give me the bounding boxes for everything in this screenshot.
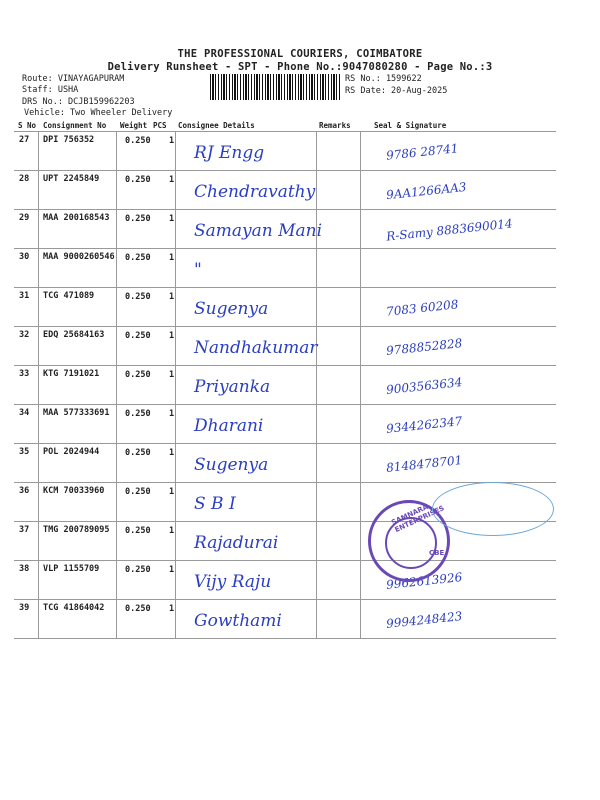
row-rule	[14, 404, 556, 405]
row-pcs: 1	[169, 565, 175, 575]
row-sno: 31	[19, 291, 30, 301]
row-signature-handwriting: 9788852828	[385, 336, 463, 358]
col-remarks: Remarks	[319, 121, 351, 130]
row-weight: 0.250	[125, 487, 151, 497]
row-sno: 38	[19, 564, 30, 574]
row-sno: 27	[19, 135, 30, 145]
row-rule	[14, 638, 556, 639]
row-consignment-no: KCM 70033960	[43, 486, 105, 496]
row-consignee-handwriting: Nandhakumar	[194, 338, 318, 358]
row-consignment-no: TCG 41864042	[43, 603, 105, 613]
row-pcs: 1	[169, 253, 175, 263]
row-sno: 39	[19, 603, 30, 613]
column-divider	[175, 131, 176, 638]
row-weight: 0.250	[125, 565, 151, 575]
row-pcs: 1	[169, 175, 175, 185]
row-weight: 0.250	[125, 292, 151, 302]
row-rule	[14, 326, 556, 327]
row-pcs: 1	[169, 448, 175, 458]
row-consignment-no: KTG 7191021	[43, 369, 100, 379]
document-title: THE PROFESSIONAL COURIERS, COIMBATORE	[177, 48, 423, 60]
staff-text: Staff: USHA	[22, 85, 79, 95]
row-signature-handwriting: 9994248423	[385, 609, 463, 631]
row-pcs: 1	[169, 604, 175, 614]
row-sno: 37	[19, 525, 30, 535]
row-consignee-handwriting: Chendravathy	[194, 182, 316, 202]
stamp-bottom-text: CBE	[429, 549, 445, 557]
col-consignee: Consignee Details	[178, 121, 255, 130]
row-weight: 0.250	[125, 175, 151, 185]
barcode	[210, 74, 340, 100]
row-signature-handwriting: 9003563634	[385, 375, 463, 397]
row-weight: 0.250	[125, 136, 151, 146]
row-signature-handwriting: R-Samy 8883690014	[385, 216, 514, 244]
rs-date-text: RS Date: 20-Aug-2025	[345, 86, 448, 96]
row-consignee-handwriting: Sugenya	[194, 299, 269, 319]
row-weight: 0.250	[125, 331, 151, 341]
row-sno: 32	[19, 330, 30, 340]
row-rule	[14, 599, 556, 600]
row-rule	[14, 170, 556, 171]
column-divider	[360, 131, 361, 638]
row-consignment-no: TMG 200789095	[43, 525, 110, 535]
row-rule	[14, 560, 556, 561]
row-pcs: 1	[169, 370, 175, 380]
row-rule	[14, 365, 556, 366]
row-consignee-handwriting: Priyanka	[194, 377, 271, 397]
row-weight: 0.250	[125, 604, 151, 614]
row-sno: 36	[19, 486, 30, 496]
row-rule	[14, 248, 556, 249]
stamp-top-text: SAMNARA ENTERPRISES	[390, 502, 446, 535]
row-consignment-no: UPT 2245849	[43, 174, 100, 184]
col-seal: Seal & Signature	[374, 121, 447, 130]
row-signature-handwriting: 9786 28741	[385, 141, 460, 163]
row-signature-handwriting: 8148478701	[385, 453, 463, 475]
rs-no-text: RS No.: 1599622	[345, 74, 422, 84]
row-signature-handwriting: 7083 60208	[385, 297, 460, 319]
row-consignment-no: EDQ 25684163	[43, 330, 105, 340]
row-sno: 34	[19, 408, 30, 418]
row-sno: 30	[19, 252, 30, 262]
row-rule	[14, 443, 556, 444]
row-pcs: 1	[169, 136, 175, 146]
row-consignee-handwriting: Rajadurai	[194, 533, 279, 553]
row-consignment-no: MAA 577333691	[43, 408, 110, 418]
row-consignee-handwriting: Samayan Mani	[194, 221, 323, 241]
row-consignment-no: MAA 9000260546	[43, 252, 115, 262]
row-consignee-handwriting: "	[194, 260, 202, 280]
column-divider	[38, 131, 39, 638]
row-consignment-no: TCG 471089	[43, 291, 95, 301]
row-rule	[14, 209, 556, 210]
document-subtitle: Delivery Runsheet - SPT - Phone No.:9047080280 - Page No.:3	[107, 61, 493, 73]
row-weight: 0.250	[125, 370, 151, 380]
row-consignee-handwriting: S B I	[194, 494, 236, 514]
column-divider	[316, 131, 317, 638]
row-consignee-handwriting: Gowthami	[194, 611, 282, 631]
row-weight: 0.250	[125, 253, 151, 263]
header-rule	[14, 131, 556, 132]
col-pcs: PCS	[153, 121, 167, 130]
row-consignee-handwriting: Vijy Raju	[194, 572, 272, 592]
row-pcs: 1	[169, 331, 175, 341]
col-consignment: Consignment No	[43, 121, 107, 130]
row-signature-handwriting: 9962613926	[385, 570, 463, 592]
row-weight: 0.250	[125, 409, 151, 419]
row-consignee-handwriting: RJ Engg	[194, 143, 265, 163]
col-sno: S No	[18, 121, 37, 130]
row-pcs: 1	[169, 409, 175, 419]
faded-stamp	[432, 482, 554, 536]
row-sno: 29	[19, 213, 30, 223]
row-weight: 0.250	[125, 526, 151, 536]
col-weight: Weight	[120, 121, 148, 130]
drs-text: DRS No.: DCJB159962203	[22, 97, 135, 107]
row-pcs: 1	[169, 214, 175, 224]
route-text: Route: VINAYAGAPURAM	[22, 74, 125, 84]
row-sno: 33	[19, 369, 30, 379]
row-consignee-handwriting: Sugenya	[194, 455, 269, 475]
vehicle-text: Vehicle: Two Wheeler Delivery	[24, 108, 173, 118]
row-weight: 0.250	[125, 214, 151, 224]
row-sno: 28	[19, 174, 30, 184]
row-rule	[14, 287, 556, 288]
row-consignment-no: DPI 756352	[43, 135, 95, 145]
row-sno: 35	[19, 447, 30, 457]
row-signature-handwriting: 9AA1266AA3	[385, 179, 467, 203]
row-weight: 0.250	[125, 448, 151, 458]
row-consignee-handwriting: Dharani	[194, 416, 264, 436]
row-consignment-no: MAA 200168543	[43, 213, 110, 223]
row-pcs: 1	[169, 292, 175, 302]
row-consignment-no: POL 2024944	[43, 447, 100, 457]
row-consignment-no: VLP 1155709	[43, 564, 100, 574]
row-signature-handwriting: 9344262347	[385, 414, 463, 436]
column-divider	[116, 131, 117, 638]
row-pcs: 1	[169, 487, 175, 497]
row-pcs: 1	[169, 526, 175, 536]
